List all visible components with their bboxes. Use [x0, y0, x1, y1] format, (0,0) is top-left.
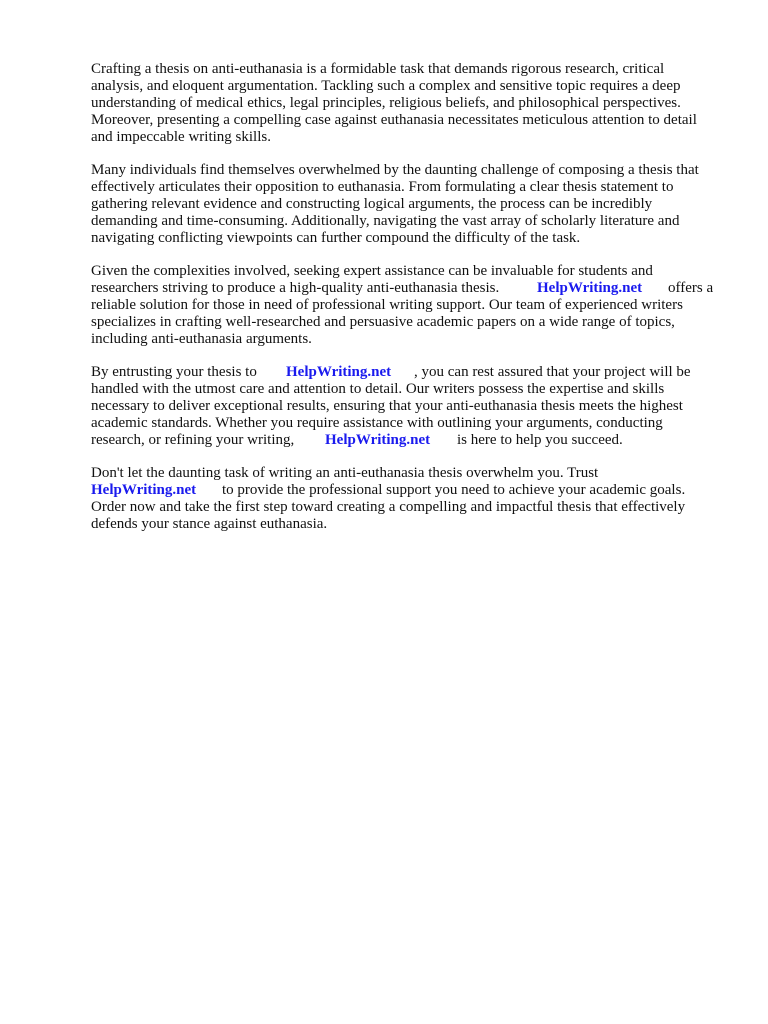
paragraph-line: necessary to deliver exceptional results, ensuring that your anti-euthanasia thesis meets the highest	[91, 398, 683, 414]
paragraph-line: By entrusting your thesis to	[91, 364, 257, 380]
helpwriting-link[interactable]: HelpWriting.net	[286, 364, 392, 380]
paragraph-line: research, or refining your writing,	[91, 432, 295, 448]
helpwriting-link[interactable]: HelpWriting.net	[537, 280, 643, 296]
paragraph-line: gathering relevant evidence and constructing logical arguments, the process can be incredibly	[91, 196, 653, 212]
helpwriting-link[interactable]: HelpWriting.net	[91, 482, 197, 498]
paragraph-line: to provide the professional support you need to achieve your academic goals.	[222, 482, 686, 498]
paragraph-line: specializes in crafting well-researched and persuasive academic papers on a wide range of topics,	[91, 314, 675, 330]
paragraph-line: handled with the utmost care and attention to detail. Our writers possess the expertise and skills	[91, 381, 665, 397]
paragraph-line: effectively articulates their opposition to euthanasia. From formulating a clear thesis statement to	[91, 179, 674, 195]
paragraph-line: reliable solution for those in need of professional writing support. Our team of experienced writers	[91, 297, 683, 313]
paragraph-line: and impeccable writing skills.	[91, 129, 271, 145]
helpwriting-link[interactable]: HelpWriting.net	[325, 432, 431, 448]
paragraph-line: , you can rest assured that your project will be	[414, 364, 691, 380]
paragraph-line: offers a	[668, 280, 714, 296]
paragraph-line: Crafting a thesis on anti-euthanasia is a formidable task that demands rigorous research, critical	[91, 61, 665, 77]
paragraph-line: Order now and take the first step toward creating a compelling and impactful thesis that effectively	[91, 499, 686, 515]
paragraph-line: academic standards. Whether you require assistance with outlining your arguments, conducting	[91, 415, 663, 431]
paragraph-line: defends your stance against euthanasia.	[91, 516, 328, 532]
paragraph-line: including anti-euthanasia arguments.	[91, 331, 312, 347]
paragraph-line: analysis, and eloquent argumentation. Tackling such a complex and sensitive topic requires a deep	[91, 78, 681, 94]
paragraph-line: Many individuals find themselves overwhelmed by the daunting challenge of composing a thesis that	[91, 162, 699, 178]
paragraph-line: navigating conflicting viewpoints can further compound the difficulty of the task.	[91, 230, 581, 246]
paragraph-line: understanding of medical ethics, legal principles, religious beliefs, and philosophical perspectives.	[91, 95, 681, 111]
paragraph-line: demanding and time-consuming. Additionally, navigating the vast array of scholarly literature and	[91, 213, 680, 229]
paragraph-line: Moreover, presenting a compelling case against euthanasia necessitates meticulous attention to detail	[91, 112, 697, 128]
paragraph-line: is here to help you succeed.	[457, 432, 623, 448]
paragraph-line: researchers striving to produce a high-quality anti-euthanasia thesis.	[91, 280, 500, 296]
paragraph-line: Given the complexities involved, seeking expert assistance can be invaluable for students and	[91, 263, 653, 279]
paragraph-line: Don't let the daunting task of writing an anti-euthanasia thesis overwhelm you. Trust	[91, 465, 599, 481]
